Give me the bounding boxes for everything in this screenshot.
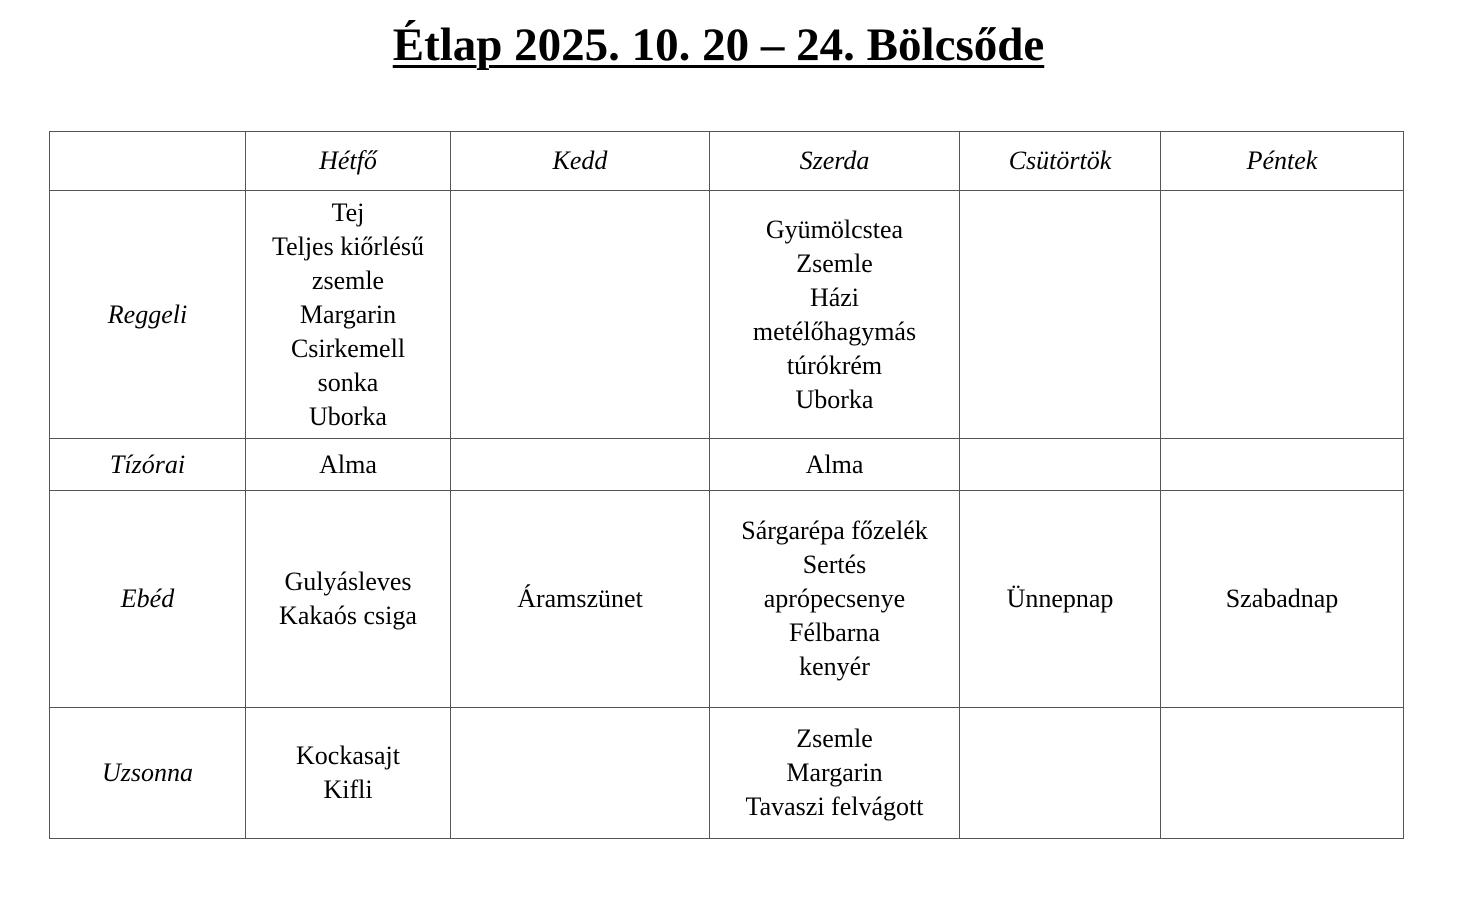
page-title xyxy=(0,16,1437,74)
header-row xyxy=(50,132,1404,191)
cell-tizorai-szerda xyxy=(710,439,960,491)
cell-tizorai-csutortok xyxy=(960,439,1161,491)
meal-label-reggeli: Reggeli xyxy=(50,191,246,439)
row-tizorai xyxy=(50,439,1404,491)
menu-item: Zsemle xyxy=(796,724,873,753)
cell-ebed-kedd xyxy=(451,491,710,708)
menu-item: Szabadnap xyxy=(1225,584,1339,613)
menu-item: Kakaós csiga xyxy=(279,601,417,630)
row-uzsonna xyxy=(50,708,1404,839)
menu-item: Zsemle xyxy=(796,248,873,278)
menu-item: túrókrém xyxy=(786,350,883,380)
menu-item: Csirkemell xyxy=(290,333,406,363)
title-text: Étlap 2025. 10. 20 – 24. Bölcsőde xyxy=(392,19,1045,71)
menu-item: Kifli xyxy=(323,775,373,804)
menu-item: Margarin xyxy=(786,758,883,787)
cell-ebed-szerda xyxy=(710,491,960,708)
menu-item: Házi xyxy=(809,282,860,312)
menu-item: Sárgarépa főzelék xyxy=(741,516,928,545)
cell-uzsonna-hetfo xyxy=(246,708,451,839)
cell-tizorai-kedd xyxy=(451,439,710,491)
menu-item: Alma xyxy=(319,449,377,479)
cell-ebed-pentek xyxy=(1161,491,1404,708)
menu-item: Gyümölcstea xyxy=(765,214,904,244)
menu-item: zsemle xyxy=(311,265,385,295)
meal-label-ebed: Ebéd xyxy=(50,491,246,708)
menu-item: Tej xyxy=(331,197,365,227)
row-reggeli xyxy=(50,191,1404,439)
day-header-csutortok: Csütörtök xyxy=(960,132,1161,191)
menu-item: kenyér xyxy=(799,652,870,681)
cell-ebed-hetfo xyxy=(246,491,451,708)
menu-item: Uborka xyxy=(795,384,874,414)
menu-item: Gulyásleves xyxy=(284,567,412,596)
row-ebed xyxy=(50,491,1404,708)
cell-uzsonna-csutortok xyxy=(960,708,1161,839)
cell-reggeli-pentek xyxy=(1161,191,1404,439)
cell-reggeli-szerda xyxy=(710,191,960,439)
menu-item: Ünnepnap xyxy=(1006,584,1114,613)
menu-item: Félbarna xyxy=(789,618,880,647)
menu-item: Áramszünet xyxy=(517,584,643,613)
day-header-kedd: Kedd xyxy=(451,132,710,191)
menu-item: Teljes kiőrlésű xyxy=(272,231,424,261)
menu-item: Margarin xyxy=(299,299,397,329)
menu-item: aprópecsenye xyxy=(763,584,906,613)
menu-item: metélőhagymás xyxy=(752,316,917,346)
cell-uzsonna-pentek xyxy=(1161,708,1404,839)
corner-cell xyxy=(50,132,246,191)
menu-item: Uborka xyxy=(309,401,387,431)
cell-tizorai-pentek xyxy=(1161,439,1404,491)
menu-item: Kockasajt xyxy=(296,741,400,770)
cell-reggeli-kedd xyxy=(451,191,710,439)
cell-tizorai-hetfo xyxy=(246,439,451,491)
day-header-pentek: Péntek xyxy=(1161,132,1404,191)
menu-item: Sertés xyxy=(802,550,867,579)
cell-uzsonna-kedd xyxy=(451,708,710,839)
cell-reggeli-csutortok xyxy=(960,191,1161,439)
day-header-szerda: Szerda xyxy=(710,132,960,191)
cell-reggeli-hetfo xyxy=(246,191,451,439)
menu-table xyxy=(49,131,1404,839)
menu-item: Tavaszi felvágott xyxy=(745,792,924,821)
cell-uzsonna-szerda xyxy=(710,708,960,839)
menu-item: sonka xyxy=(317,367,379,397)
meal-label-uzsonna: Uzsonna xyxy=(50,708,246,839)
meal-label-tizorai: Tízórai xyxy=(50,439,246,491)
day-header-hetfo: Hétfő xyxy=(246,132,451,191)
cell-ebed-csutortok xyxy=(960,491,1161,708)
menu-item: Alma xyxy=(805,449,864,479)
